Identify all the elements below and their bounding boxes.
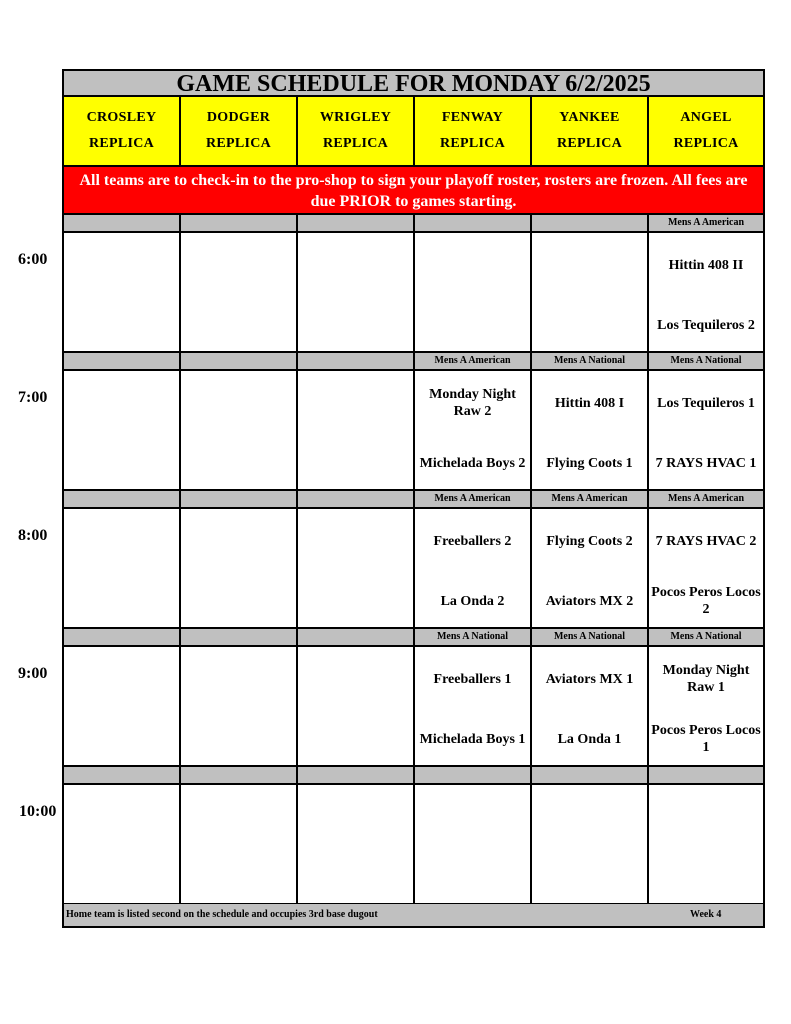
game-cell [649, 233, 763, 353]
week-label: Week 4 [690, 909, 722, 920]
home-team [300, 719, 411, 759]
game-cell [532, 371, 649, 491]
division-label: Mens A National [415, 629, 532, 647]
away-team: Freeballers 1 [433, 671, 512, 687]
game-cell [649, 509, 763, 629]
away-team [300, 245, 411, 285]
game-row [64, 233, 763, 353]
home-team [300, 857, 411, 897]
home-team: La Onda 1 [557, 731, 622, 747]
away-team: Hittin 408 I [554, 395, 625, 411]
home-team: Pocos Peros Locos 1 [651, 723, 761, 755]
division-label [64, 767, 181, 785]
home-team [183, 443, 294, 483]
field-name: CROSLEY [86, 110, 157, 125]
game-cell [415, 509, 532, 629]
game-cell [532, 509, 649, 629]
game-row [64, 371, 763, 491]
time-slot-label: 9:00 [18, 665, 48, 682]
away-team [417, 245, 528, 285]
game-cell [532, 647, 649, 767]
time-slot-label: 8:00 [18, 527, 48, 544]
division-label: Mens A American [415, 353, 532, 371]
away-team [66, 659, 177, 699]
home-team: Michelada Boys 2 [419, 455, 526, 471]
away-team: Aviators MX 1 [545, 671, 634, 687]
away-team [66, 797, 177, 837]
home-team: Michelada Boys 1 [419, 731, 526, 747]
game-cell [298, 785, 415, 905]
game-cell [649, 647, 763, 767]
away-team [183, 383, 294, 423]
game-cell [64, 647, 181, 767]
home-team [66, 443, 177, 483]
field-name: ANGEL [680, 110, 732, 125]
home-team [300, 443, 411, 483]
home-team [534, 305, 645, 345]
division-label [181, 767, 298, 785]
division-label [64, 353, 181, 371]
division-label: Mens A National [649, 629, 763, 647]
game-cell [298, 371, 415, 491]
away-team [66, 383, 177, 423]
home-team [300, 305, 411, 345]
home-team-note: Home team is listed second on the schedule and occupies 3rd base dugout [66, 909, 378, 920]
division-label [298, 491, 415, 509]
field-type: REPLICA [205, 136, 272, 151]
home-team [417, 305, 528, 345]
away-team [66, 245, 177, 285]
division-label [181, 353, 298, 371]
away-team [417, 797, 528, 837]
division-label: Mens A American [415, 491, 532, 509]
division-label [64, 215, 181, 233]
game-cell [415, 785, 532, 905]
checkin-banner: All teams are to check-in to the pro-shop to sign your playoff roster, rosters are frozen. All fees are due PRIOR to games starting. [64, 167, 763, 215]
division-label: Mens A American [532, 491, 649, 509]
field-header [532, 97, 649, 165]
away-team [183, 659, 294, 699]
time-slot-label: 7:00 [18, 389, 48, 406]
home-team: La Onda 2 [440, 593, 505, 609]
game-cell [181, 233, 298, 353]
division-label: Mens A American [649, 215, 763, 233]
division-label [532, 215, 649, 233]
home-team [66, 857, 177, 897]
field-header [181, 97, 298, 165]
game-row [64, 647, 763, 767]
field-type: REPLICA [439, 136, 506, 151]
division-label [532, 767, 649, 785]
home-team: 7 RAYS HVAC 1 [655, 455, 757, 471]
division-label [64, 491, 181, 509]
game-cell [64, 509, 181, 629]
home-team [183, 581, 294, 621]
home-team [651, 857, 761, 897]
away-team [300, 659, 411, 699]
division-label [298, 767, 415, 785]
field-header-row [64, 97, 763, 167]
game-row [64, 509, 763, 629]
field-name: FENWAY [441, 110, 504, 125]
home-team [183, 719, 294, 759]
away-team [300, 383, 411, 423]
game-cell [649, 785, 763, 905]
division-label [64, 629, 181, 647]
field-type: REPLICA [322, 136, 389, 151]
division-label [649, 767, 763, 785]
division-label [298, 353, 415, 371]
time-slot-label: 10:00 [19, 803, 57, 820]
home-team [300, 581, 411, 621]
game-cell [181, 509, 298, 629]
home-team [66, 719, 177, 759]
game-cell [415, 371, 532, 491]
home-team [183, 857, 294, 897]
field-header [415, 97, 532, 165]
division-label: Mens A American [649, 491, 763, 509]
division-label: Mens A National [532, 353, 649, 371]
game-cell [298, 509, 415, 629]
division-label [415, 215, 532, 233]
division-label: Mens A National [532, 629, 649, 647]
game-cell [298, 647, 415, 767]
home-team [66, 305, 177, 345]
game-cell [181, 371, 298, 491]
home-team: Pocos Peros Locos 2 [651, 585, 761, 617]
field-header [298, 97, 415, 165]
game-cell [532, 233, 649, 353]
away-team: Monday Night Raw 1 [662, 663, 750, 695]
away-team [534, 245, 645, 285]
home-team [534, 857, 645, 897]
away-team: Freeballers 2 [433, 533, 512, 549]
field-header [649, 97, 763, 165]
away-team: 7 RAYS HVAC 2 [655, 533, 757, 549]
game-row [64, 785, 763, 905]
away-team [183, 245, 294, 285]
away-team [300, 797, 411, 837]
division-row [64, 767, 763, 785]
away-team [183, 521, 294, 561]
field-name: WRIGLEY [319, 110, 392, 125]
game-cell [64, 233, 181, 353]
game-cell [64, 785, 181, 905]
field-type: REPLICA [556, 136, 623, 151]
game-cell [532, 785, 649, 905]
game-cell [415, 647, 532, 767]
game-cell [181, 647, 298, 767]
away-team [300, 521, 411, 561]
field-type: REPLICA [673, 136, 739, 151]
game-cell [298, 233, 415, 353]
home-team [66, 581, 177, 621]
home-team: Flying Coots 1 [546, 455, 633, 471]
division-label [181, 629, 298, 647]
home-team [417, 857, 528, 897]
division-label: Mens A National [649, 353, 763, 371]
schedule-footer [64, 904, 763, 926]
game-cell [181, 785, 298, 905]
game-cell [649, 371, 763, 491]
field-type: REPLICA [88, 136, 155, 151]
home-team [183, 305, 294, 345]
game-cell [64, 371, 181, 491]
field-name: YANKEE [559, 110, 620, 125]
field-header [64, 97, 181, 165]
division-row [64, 629, 763, 647]
division-row [64, 215, 763, 233]
away-team: Flying Coots 2 [546, 533, 633, 549]
division-label [298, 215, 415, 233]
division-row [64, 353, 763, 371]
away-team [66, 521, 177, 561]
home-team: Los Tequileros 2 [657, 317, 755, 333]
away-team: Hittin 408 II [668, 257, 744, 273]
division-label [298, 629, 415, 647]
schedule-sheet [62, 69, 765, 928]
away-team [651, 797, 761, 837]
schedule-title: GAME SCHEDULE FOR MONDAY 6/2/2025 [64, 71, 763, 97]
division-label [415, 767, 532, 785]
division-row [64, 491, 763, 509]
away-team: Monday Night Raw 2 [429, 387, 516, 419]
division-label [181, 491, 298, 509]
division-label [181, 215, 298, 233]
away-team [534, 797, 645, 837]
home-team: Aviators MX 2 [545, 593, 634, 609]
time-slot-label: 6:00 [18, 251, 48, 268]
game-cell [415, 233, 532, 353]
away-team [183, 797, 294, 837]
field-name: DODGER [206, 110, 271, 125]
away-team: Los Tequileros 1 [657, 395, 755, 411]
schedule-grid [64, 215, 763, 905]
